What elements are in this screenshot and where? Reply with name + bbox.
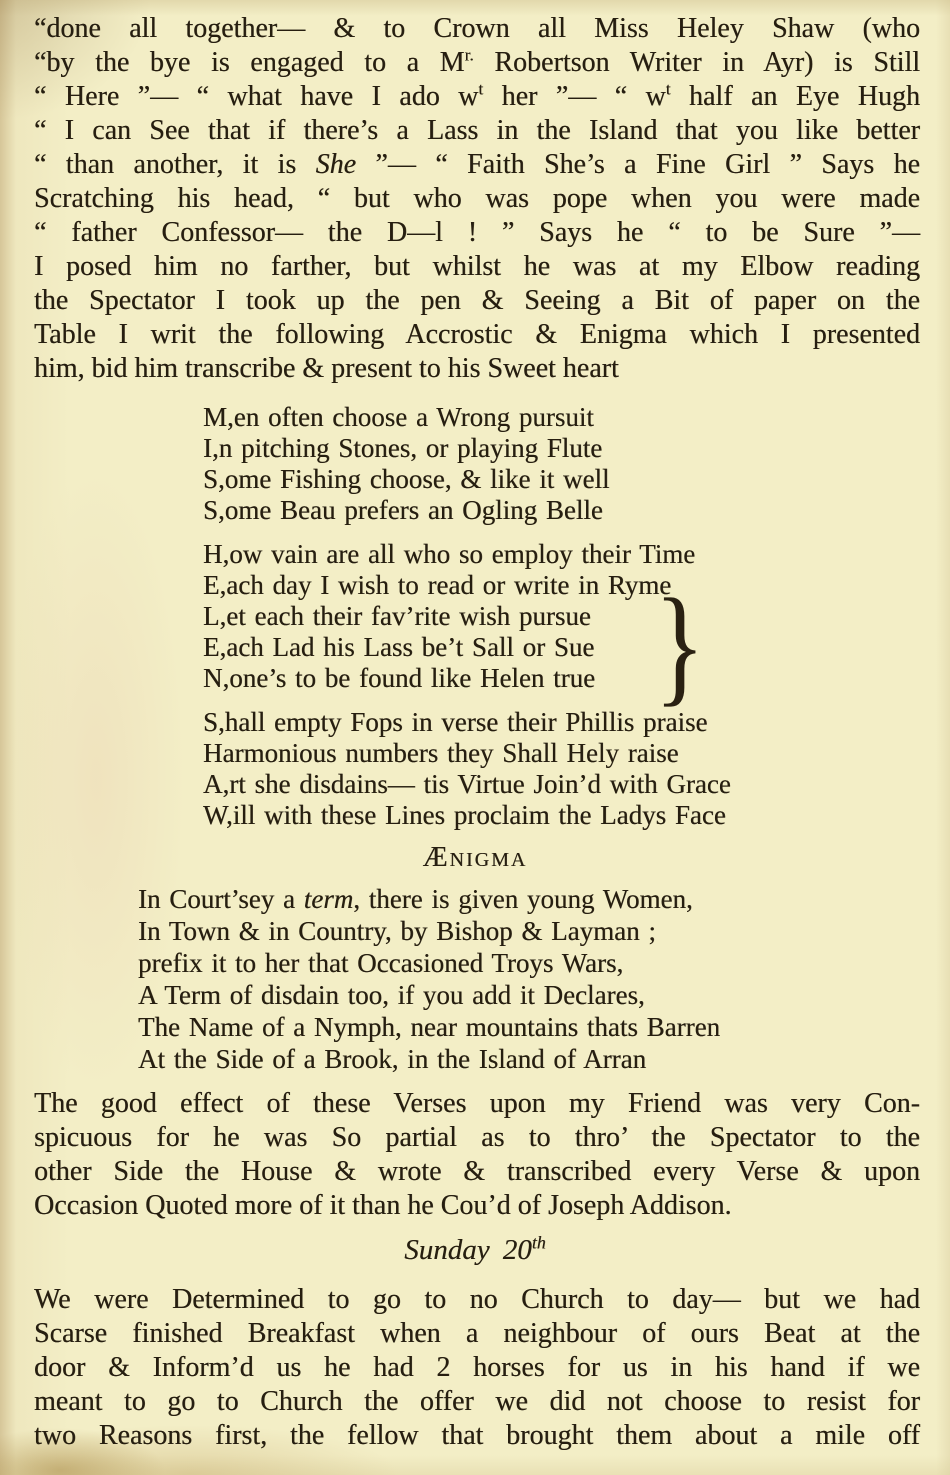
closing-paragraph <box>0 1087 950 1223</box>
text-line: I posed him no farther, but whilst he was at my Elbow reading <box>34 251 920 282</box>
text-line: spicuous for he was So partial as to thro’ the Spectator to the <box>34 1122 920 1153</box>
poem-line: S,hall empty Fops in verse their Phillis praise <box>203 707 708 737</box>
acrostic-stanza-1 <box>0 402 950 526</box>
text-line: Occasion Quoted more of it than he Cou’d of Joseph Addison. <box>34 1190 732 1221</box>
acrostic-stanza-2 <box>0 539 950 718</box>
text-line: Scratching his head, “ but who was pope when you were made <box>34 183 920 214</box>
poem-line: W,ill with these Lines proclaim the Ladys Face <box>203 800 726 830</box>
poem-line: A,rt she disdains— tis Virtue Join’d with Grace <box>203 769 731 799</box>
poem-line: L,et each their fav’rite wish pursue <box>203 601 591 631</box>
text-line: door & Inform’d us he had 2 horses for us in his hand if we <box>34 1352 920 1383</box>
poem-line: The Name of a Nymph, near mountains thats Barren <box>138 1012 721 1042</box>
poem-line: M,en often choose a Wrong pursuit <box>203 402 594 432</box>
poem-line: prefix it to her that Occasioned Troys Wars, <box>138 948 624 978</box>
text-line: Scarse finished Breakfast when a neighbour of ours Beat at the <box>34 1318 920 1349</box>
poem-line: H,ow vain are all who so employ their Time <box>203 539 696 569</box>
poem-line: In Court’sey a term, there is given young Women, <box>138 884 693 914</box>
sunday-entry-paragraph <box>0 1283 950 1453</box>
aenigma-verse <box>0 883 950 1075</box>
text-line: “ father Confessor— the D—l ! ” Says he “ to be Sure ”— <box>34 217 920 248</box>
aenigma-heading: Ænigma <box>422 842 528 873</box>
poem-line: S,ome Beau prefers an Ogling Belle <box>203 495 603 525</box>
text-line: meant to go to Church the offer we did not choose to resist for <box>34 1386 920 1417</box>
poem-line: I,n pitching Stones, or playing Flute <box>203 433 603 463</box>
poem-line: In Town & in Country, by Bishop & Layman ; <box>138 916 656 946</box>
date-heading: Sunday 20th <box>404 1232 546 1266</box>
poem-line: Harmonious numbers they Shall Hely raise <box>203 738 679 768</box>
text-line: “ I can See that if there’s a Lass in the Island that you like better <box>34 115 920 146</box>
text-line: Table I writ the following Accrostic & Enigma which I presented <box>34 319 920 350</box>
poem-line: S,ome Fishing choose, & like it well <box>203 464 610 494</box>
text-line: We were Determined to go to no Church to day— but we had <box>34 1284 920 1315</box>
text-line: “by the bye is engaged to a $M^{r.}$ Robertson Writer in Ayr) is Still <box>34 45 921 78</box>
text-line: him, bid him transcribe & present to his Sweet heart <box>34 353 619 384</box>
poem-brace: } <box>654 571 706 718</box>
text-line: “ than another, it is She ”— “ Faith She’s a Fine Girl ” Says he <box>34 149 920 180</box>
opening-paragraph <box>0 0 950 386</box>
acrostic-stanza-3 <box>0 707 950 831</box>
poem-line: E,ach Lad his Lass be’t Sall or Sue <box>203 632 595 662</box>
poem-line: N,one’s to be found like Helen true <box>203 663 596 693</box>
text-line: The good effect of these Verses upon my Friend was very Con- <box>34 1088 920 1119</box>
text-line: the Spectator I took up the pen & Seeing a Bit of paper on the <box>34 285 920 316</box>
poem-line: E,ach day I wish to read or write in Ryme <box>203 570 672 600</box>
poem-line: A Term of disdain too, if you add it Declares, <box>138 980 645 1010</box>
text-line: other Side the House & wrote & transcribed every Verse & upon <box>34 1156 920 1187</box>
text-line: two Reasons first, the fellow that brought them about a mile off <box>34 1420 920 1451</box>
text-line: “done all together— & to Crown all Miss Heley Shaw (who <box>34 13 920 44</box>
text-line: “ Here ”— “ what have I ado $w^t$ her ”— “ $w^t$ half an Eye Hugh <box>34 79 920 112</box>
poem-line: At the Side of a Brook, in the Island of Arran <box>138 1044 647 1074</box>
